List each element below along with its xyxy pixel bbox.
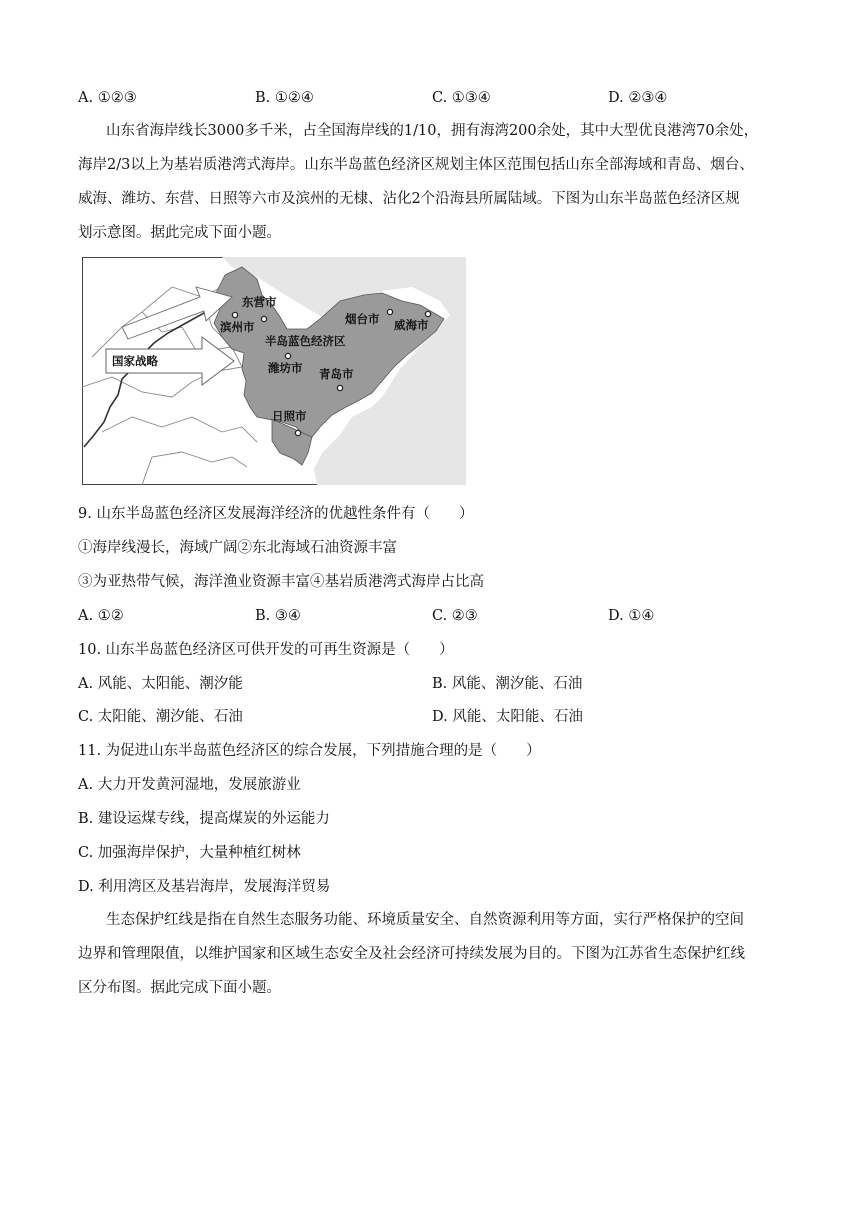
q10-option-c: C. 太阳能、潮汐能、石油 [78,709,243,725]
q11-option-b: B. 建设运煤专线，提高煤炭的外运能力 [78,811,330,827]
weifang-dot [285,353,290,358]
q10-stem: 10. 山东半岛蓝色经济区可供开发的可再生资源是（ ） [78,642,454,658]
map-svg [82,257,466,485]
q9-option-d: D. ①④ [608,608,655,624]
q9-option-a: A. ①② [78,608,124,624]
label-zone: 半岛蓝色经济区 [265,334,346,348]
q10-option-b: B. 风能、潮汐能、石油 [432,676,583,692]
passage-2-line: 生态保护红线是指在自然生态服务功能、环境质量安全、自然资源利用等方面，实行严格保护的空间 [106,912,744,928]
passage-1-line: 划示意图。据此完成下面小题。 [78,225,281,241]
q11-option-c: C. 加强海岸保护，大量种植红树林 [78,845,301,861]
q9-stem: 9. 山东半岛蓝色经济区发展海洋经济的优越性条件有（ ） [78,506,474,522]
q8-option-c: C. ①③④ [432,90,491,106]
passage-2-line: 区分布图。据此完成下面小题。 [78,980,281,996]
q10-option-a: A. 风能、太阳能、潮汐能 [78,676,243,692]
q9-items-line-2: ③为亚热带气候，海洋渔业资源丰富④基岩质港湾式海岸占比高 [78,574,484,590]
label-binzhou: 滨州市 [220,320,255,334]
binzhou-dot [232,312,237,317]
label-weihai: 威海市 [394,318,429,332]
blue-economic-zone-map [82,257,466,485]
q8-option-b: B. ①②④ [255,90,314,106]
q8-option-d: D. ②③④ [608,90,668,106]
q9-items-line-1: ①海岸线漫长，海域广阔②东北海域石油资源丰富 [78,540,397,556]
q8-option-a: A. ①②③ [78,90,137,106]
yantai-dot [387,309,392,314]
passage-2-line: 边界和管理限值，以维护国家和区域生态安全及社会经济可持续发展为目的。下图为江苏省生态保护红线 [78,946,745,962]
q11-option-a: A. 大力开发黄河湿地，发展旅游业 [78,777,301,793]
label-strategy: 国家战略 [112,354,158,368]
q9-option-b: B. ③④ [255,608,301,624]
dongying-dot [261,316,266,321]
q11-option-d: D. 利用湾区及基岩海岸，发展海洋贸易 [78,879,331,895]
passage-1-line: 山东省海岸线长3000多千米，占全国海岸线的1/10，拥有海湾200余处，其中大型优良港湾70余处， [106,123,759,139]
q11-stem: 11. 为促进山东半岛蓝色经济区的综合发展，下列措施合理的是（ ） [78,743,541,759]
weihai-dot [425,311,430,316]
rizhao-dot [295,430,300,435]
passage-1-line: 威海、潍坊、东营、日照等六市及滨州的无棣、沾化2个沿海县所属陆域。下图为山东半岛蓝色经济区规 [78,191,740,207]
q9-option-c: C. ②③ [432,608,478,624]
q10-option-d: D. 风能、太阳能、石油 [432,709,583,725]
label-yantai: 烟台市 [345,312,380,326]
label-rizhao: 日照市 [272,409,307,423]
qingdao-dot [337,385,342,390]
label-weifang: 潍坊市 [268,361,303,375]
label-dongying: 东营市 [242,295,277,309]
label-qingdao: 青岛市 [319,367,354,381]
passage-1-line: 海岸2/3以上为基岩质港湾式海岸。山东半岛蓝色经济区规划主体区范围包括山东全部海域和青岛、烟台、 [78,157,754,173]
